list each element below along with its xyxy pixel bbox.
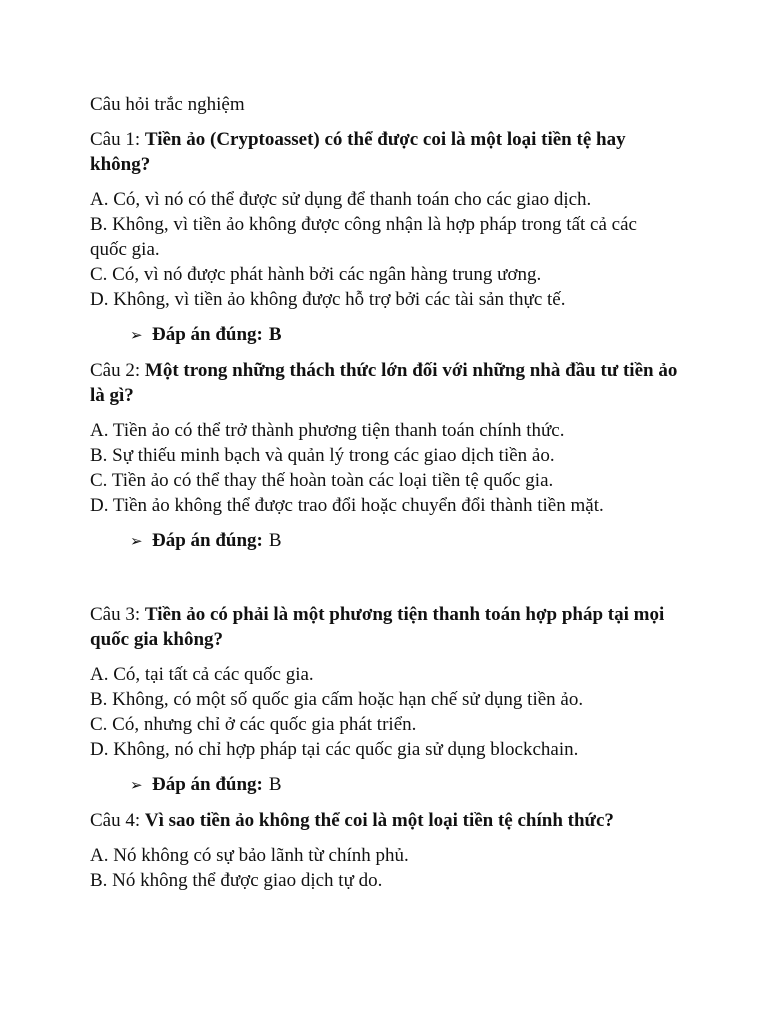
question-2 bbox=[90, 358, 678, 408]
option-a: A. Tiền ảo có thể trở thành phương tiện thanh toán chính thức. bbox=[90, 420, 565, 441]
option-a: A. Có, vì nó có thể được sử dụng để thanh toán cho các giao dịch. bbox=[90, 189, 592, 210]
question-1-options bbox=[90, 187, 678, 312]
answer-value: B bbox=[268, 530, 282, 551]
option-c: C. Có, vì nó được phát hành bởi các ngân hàng trung ương. bbox=[90, 264, 542, 285]
question-3-answer bbox=[130, 772, 678, 798]
option-a: A. Nó không có sự bảo lãnh từ chính phủ. bbox=[90, 845, 409, 866]
option-b: B. Sự thiếu minh bạch và quản lý trong các giao dịch tiền ảo. bbox=[90, 445, 555, 466]
option-b: B. Không, có một số quốc gia cấm hoặc hạn chế sử dụng tiền ảo. bbox=[90, 689, 584, 710]
option-d: D. Không, vì tiền ảo không được hỗ trợ bởi các tài sản thực tế. bbox=[90, 289, 566, 310]
answer-label: Đáp án đúng: bbox=[152, 530, 263, 551]
blank-line bbox=[90, 564, 678, 602]
question-2-label: Câu 2: bbox=[90, 360, 141, 381]
answer-value: B bbox=[268, 324, 282, 345]
question-3-text: Tiền ảo có phải là một phương tiện thanh toán hợp pháp tại mọi quốc gia không? bbox=[90, 604, 665, 650]
option-b: B. Không, vì tiền ảo không được công nhận là hợp pháp trong tất cả các quốc gia. bbox=[90, 214, 637, 260]
arrow-bullet-icon: ➢ bbox=[130, 532, 143, 550]
option-c: C. Có, nhưng chỉ ở các quốc gia phát triển. bbox=[90, 714, 417, 735]
question-3-label: Câu 3: bbox=[90, 604, 141, 625]
answer-label: Đáp án đúng: bbox=[152, 324, 263, 345]
option-d: D. Tiền ảo không thể được trao đổi hoặc chuyển đổi thành tiền mặt. bbox=[90, 495, 604, 516]
question-3 bbox=[90, 602, 678, 652]
document-title: Câu hỏi trắc nghiệm bbox=[90, 94, 245, 115]
question-2-answer bbox=[130, 528, 678, 554]
option-b: B. Nó không thể được giao dịch tự do. bbox=[90, 870, 383, 891]
question-1-label: Câu 1: bbox=[90, 129, 141, 150]
answer-label: Đáp án đúng: bbox=[152, 774, 263, 795]
option-c: C. Tiền ảo có thể thay thế hoàn toàn các loại tiền tệ quốc gia. bbox=[90, 470, 554, 491]
question-1-answer bbox=[130, 322, 678, 348]
option-a: A. Có, tại tất cả các quốc gia. bbox=[90, 664, 314, 685]
question-1-text: Tiền ảo (Cryptoasset) có thể được coi là một loại tiền tệ hay không? bbox=[90, 129, 626, 175]
option-d: D. Không, nó chỉ hợp pháp tại các quốc gia sử dụng blockchain. bbox=[90, 739, 579, 760]
arrow-bullet-icon: ➢ bbox=[130, 326, 143, 344]
arrow-bullet-icon: ➢ bbox=[130, 776, 143, 794]
answer-value: B bbox=[268, 774, 282, 795]
question-3-options bbox=[90, 662, 678, 762]
question-4-text: Vì sao tiền ảo không thể coi là một loại tiền tệ chính thức? bbox=[144, 810, 614, 831]
question-2-text: Một trong những thách thức lớn đối với những nhà đầu tư tiền ảo là gì? bbox=[90, 360, 678, 406]
question-1 bbox=[90, 127, 678, 177]
question-4-options bbox=[90, 843, 678, 893]
question-2-options bbox=[90, 418, 678, 518]
question-4-label: Câu 4: bbox=[90, 810, 141, 831]
question-4 bbox=[90, 808, 678, 833]
